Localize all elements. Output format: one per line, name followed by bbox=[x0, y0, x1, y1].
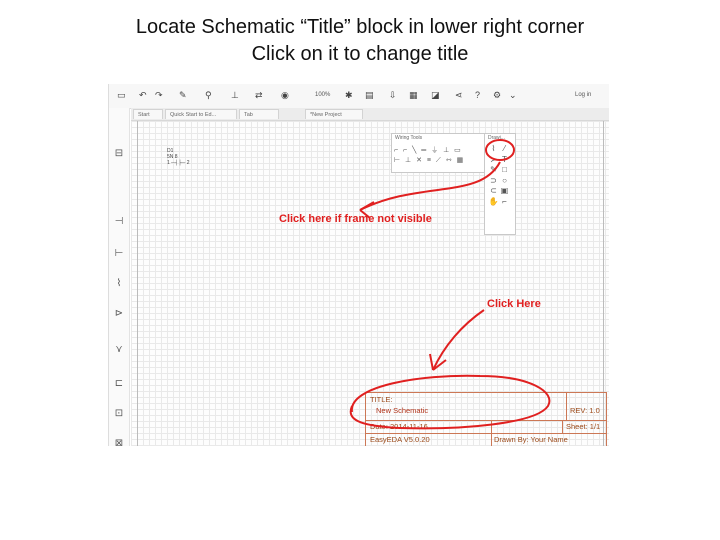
wiring-tools-title: Wiring Tools bbox=[395, 135, 423, 141]
component-pins: 1 ─┤├─ 2 bbox=[167, 160, 190, 166]
chevron-down-icon[interactable]: ⌄ bbox=[509, 90, 517, 100]
slide-title-line2: Click on it to change title bbox=[251, 43, 469, 65]
editor-version: EasyEDA V5.0.20 bbox=[370, 435, 430, 444]
freehand-tool-icon[interactable]: ✎ bbox=[490, 165, 497, 174]
undo-icon[interactable]: ↶ bbox=[139, 90, 147, 100]
library-icon[interactable]: ⊟ bbox=[114, 148, 124, 159]
settings-icon[interactable]: ⚙ bbox=[493, 90, 502, 100]
arc-tool-icon[interactable]: ⊃ bbox=[490, 175, 497, 185]
transistor-icon[interactable]: ⋎ bbox=[115, 344, 123, 355]
tab-tab[interactable]: Tab bbox=[239, 109, 279, 119]
title-block-divider bbox=[491, 420, 492, 446]
tab-bar bbox=[131, 108, 609, 121]
title-block-divider bbox=[566, 393, 567, 420]
frame-border-left bbox=[137, 121, 138, 446]
wiring-tool-icons[interactable] bbox=[394, 146, 484, 166]
toolbar bbox=[109, 84, 609, 109]
tab-new-project[interactable]: *New Project bbox=[305, 109, 363, 119]
date: Date: 2014-11-16 bbox=[370, 422, 428, 431]
drawing-tool-icons bbox=[488, 144, 512, 207]
wiring-row-2[interactable]: ⊢ ⊥ ✕ ≡ ⟋ ⇿ ▦ bbox=[394, 157, 465, 164]
title-block-divider bbox=[562, 420, 563, 433]
arrow-tool-icon[interactable]: ≻ bbox=[490, 154, 497, 164]
theme-icon[interactable]: ◪ bbox=[431, 90, 440, 100]
click-here-annotation: Click Here bbox=[487, 298, 541, 310]
eye-icon[interactable]: ◉ bbox=[281, 90, 289, 100]
connector-icon[interactable]: ⊡ bbox=[114, 408, 124, 419]
component-symbol[interactable] bbox=[167, 148, 190, 166]
pencil-icon[interactable]: ✎ bbox=[179, 90, 187, 100]
folder-icon[interactable]: ▭ bbox=[117, 90, 126, 100]
image-tool-icon[interactable]: ▣ bbox=[500, 186, 509, 195]
ellipse-tool-icon[interactable]: ○ bbox=[502, 175, 507, 185]
bug-icon[interactable]: ✱ bbox=[345, 90, 353, 100]
sheet-count: Sheet: 1/1 bbox=[566, 422, 601, 431]
title-block-divider bbox=[366, 433, 606, 434]
slide-title bbox=[0, 14, 720, 68]
drawing-tools-panel bbox=[484, 133, 516, 235]
wiring-tools-panel bbox=[391, 133, 487, 173]
line-tool-icon[interactable]: ⁄ bbox=[503, 144, 506, 153]
revision: REV: 1.0 bbox=[570, 406, 600, 415]
text-tool-icon[interactable]: T bbox=[502, 154, 507, 164]
zoom-level[interactable]: 100% bbox=[315, 92, 331, 98]
align-icon[interactable]: ⊥ bbox=[231, 90, 239, 100]
component-designator: D1 bbox=[167, 148, 174, 154]
tab-quick-start[interactable]: Quick Start to Ed... bbox=[165, 109, 237, 119]
login-button[interactable]: Log in bbox=[575, 92, 592, 98]
drawn-by: Drawn By: Your Name bbox=[494, 435, 568, 444]
polyline-tool-icon[interactable]: ⌐ bbox=[502, 196, 507, 206]
component-value: 5N 8 bbox=[167, 154, 178, 160]
frame-hint-annotation: Click here if frame not visible bbox=[279, 213, 432, 225]
tab-start[interactable]: Start bbox=[133, 109, 163, 119]
bom-icon[interactable]: ▦ bbox=[409, 90, 418, 100]
monitor-icon[interactable]: ▤ bbox=[365, 90, 374, 100]
rectangle-tool-icon[interactable]: □ bbox=[502, 165, 507, 174]
capacitor-icon[interactable]: ⊢ bbox=[114, 248, 124, 259]
schematic-title-block[interactable] bbox=[365, 392, 607, 446]
title-value[interactable]: New Schematic bbox=[376, 406, 429, 415]
pin-icon[interactable]: ⚲ bbox=[205, 90, 212, 100]
frame-tool-icon[interactable]: ⌇ bbox=[491, 144, 496, 153]
title-block-divider bbox=[366, 420, 606, 421]
screenshot bbox=[108, 84, 609, 446]
resistor-icon[interactable]: ⊣ bbox=[114, 216, 124, 227]
ic-icon[interactable]: ⊏ bbox=[114, 378, 124, 389]
redo-icon[interactable]: ↷ bbox=[155, 90, 163, 100]
wiring-row-1[interactable]: ⌐ ⌐ ╲ ═ ⏚ ⊥ ▭ bbox=[394, 147, 463, 154]
share-icon[interactable]: ⋖ bbox=[455, 90, 463, 100]
help-icon[interactable]: ? bbox=[475, 90, 481, 100]
download-icon[interactable]: ⇩ bbox=[389, 90, 397, 100]
slide-title-line1: Locate Schematic “Title” block in lower right corner bbox=[135, 16, 585, 38]
switch-icon[interactable]: ⊠ bbox=[114, 438, 124, 446]
drawing-tools-title: Drawi... bbox=[488, 135, 505, 141]
left-toolbar bbox=[109, 108, 130, 446]
pan-tool-icon[interactable]: ✋ bbox=[488, 196, 499, 206]
title-label: TITLE: bbox=[370, 395, 393, 404]
inductor-icon[interactable]: ⌇ bbox=[116, 278, 122, 289]
diode-icon[interactable]: ⊳ bbox=[114, 308, 124, 319]
move-icon[interactable]: ⇄ bbox=[255, 90, 263, 100]
pie-tool-icon[interactable]: ⊂ bbox=[490, 186, 497, 195]
